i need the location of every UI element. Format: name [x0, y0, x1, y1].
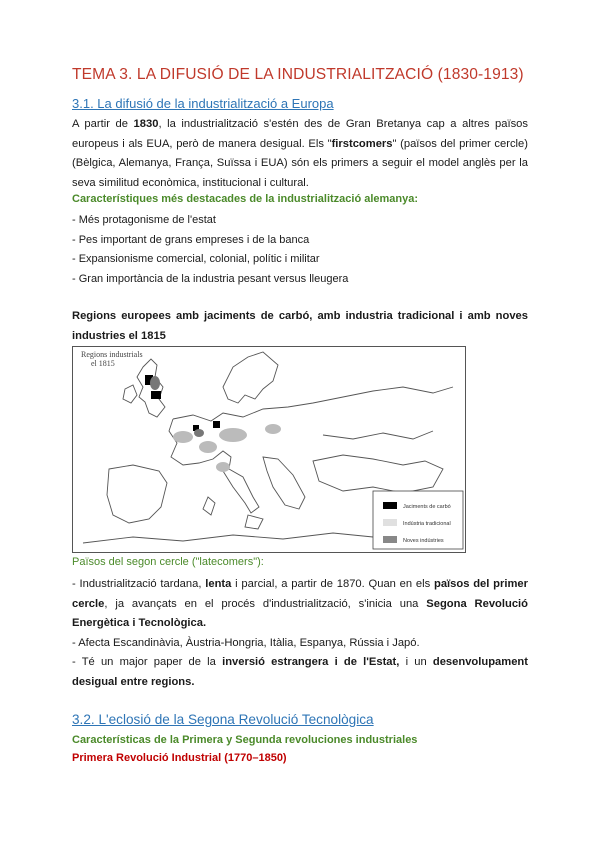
map-inset-title: Regions industrials [81, 350, 143, 359]
europe-industrial-map [72, 346, 466, 553]
section-heading-3-1: 3.1. La difusió de la industrialització a Europa [72, 96, 334, 111]
second-circle-paragraph-2: - Afecta Escandinàvia, Àustria-Hongria, Itàlia, Espanya, Rússia i Japó. [72, 637, 420, 649]
map-title: Regions europees amb jaciments de carbó, amb industria tradicional i amb noves industries el 1815 [72, 310, 528, 342]
list-item: - Més protagonisme de l'estat [72, 214, 216, 226]
legend-new: Noves indústries [403, 538, 444, 544]
features-heading: Característiques més destacades de la industrialització alemanya: [72, 193, 419, 205]
features-list [72, 211, 348, 289]
list-item: - Pes important de grans empreses i de la banca [72, 233, 310, 246]
section-heading-3-2: 3.2. L'eclosió de la Segona Revolució Tecnològica [72, 712, 374, 727]
revolutions-subheading: Características de la Primera y Segunda revoluciones industriales [72, 734, 418, 746]
map-legend [373, 491, 463, 549]
map-inset-year: el 1815 [91, 359, 115, 368]
page-title: TEMA 3. LA DIFUSIÓ DE LA INDUSTRIALITZACIÓ (1830-1913) [72, 66, 524, 83]
legend-traditional: Indústria tradicional [403, 521, 451, 527]
list-item: - Expansionisme comercial, colonial, polític i militar [72, 253, 320, 265]
first-revolution-heading: Primera Revolució Industrial (1770–1850) [72, 752, 287, 764]
second-circle-paragraph-3: - Té un major paper de la inversió estrangera i de l'Estat, i un desenvolupament desigual entre regions. [72, 656, 528, 688]
legend-coal: Jaciments de carbó [403, 504, 451, 510]
intro-paragraph: A partir de 1830, la industrialització s'estén des de Gran Bretanya cap a altres països europeus i als EUA, però de manera desigual. Els "firstcomers" (països del primer cercle) (Bèlgica, Alemanya, França, Suïssa i EUA) són els primers a seguir el model anglès per la seva similitud econòmica, institucional i cultural. [72, 118, 528, 189]
second-circle-heading: Països del segon cercle ("latecomers"): [72, 556, 264, 568]
second-circle-paragraph-1: - Industrialització tardana, lenta i parcial, a partir de 1870. Quan en els països del primer cercle, ja avançats en el procés d'industrialització, s'inicia una Segona Revolució Energètica i Tecnològica. [72, 578, 528, 629]
list-item: - Gran importància de la industria pesant versus lleugera [72, 272, 349, 285]
